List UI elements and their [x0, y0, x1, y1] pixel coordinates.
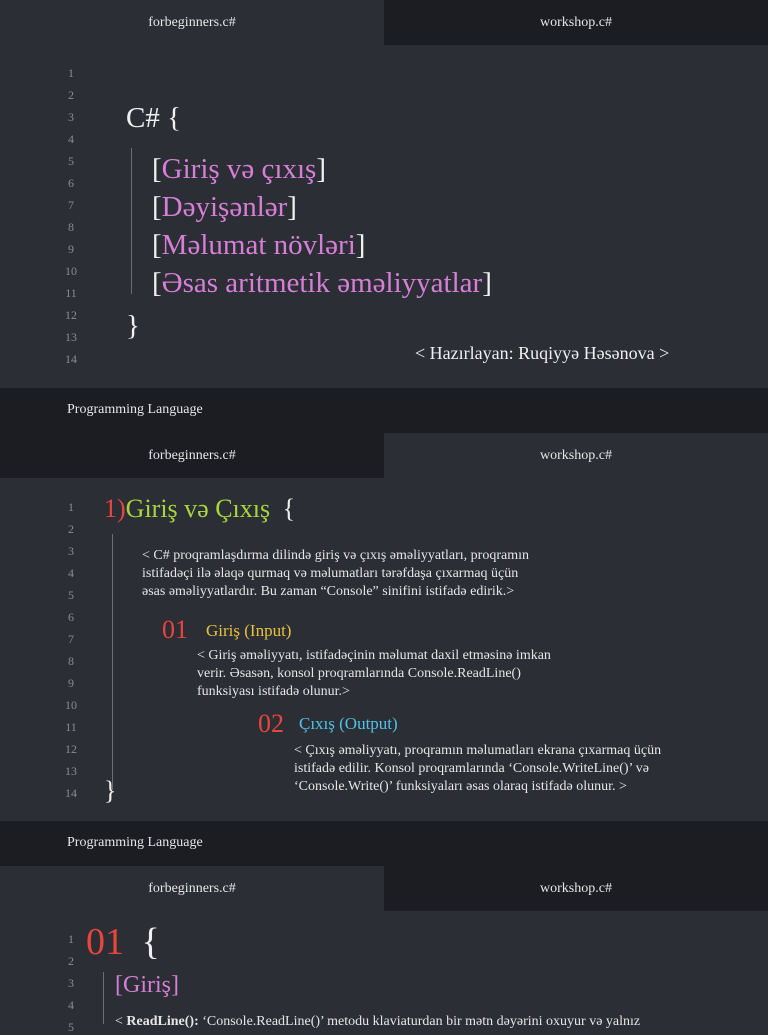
line-number: 3 — [68, 544, 74, 558]
tab-forbeginners[interactable]: forbeginners.c# — [0, 866, 384, 911]
tab-workshop[interactable]: workshop.c# — [384, 433, 768, 478]
tab-bar-1 — [0, 0, 768, 45]
line-number: 4 — [68, 132, 74, 146]
line-number: 5 — [68, 154, 74, 168]
line-number: 11 — [65, 286, 77, 300]
brace-close: } — [104, 776, 117, 805]
footer-bar-2 — [0, 821, 768, 866]
line-number: 8 — [68, 220, 74, 234]
tab-workshop[interactable]: workshop.c# — [384, 866, 768, 911]
code-open: C# { — [126, 102, 182, 134]
line-number: 13 — [65, 330, 77, 344]
line-number: 9 — [68, 676, 74, 690]
code-guide-line — [103, 972, 104, 1024]
line-number: 4 — [68, 566, 74, 580]
line-number: 10 — [65, 264, 77, 278]
line-number: 1 — [68, 932, 74, 946]
line-number: 12 — [65, 308, 77, 322]
subsection-number: 02 — [258, 709, 284, 738]
topic-item: [Dəyişənlər] — [152, 191, 297, 223]
line-number: 3 — [68, 110, 74, 124]
subsection-title-output: Çıxış (Output) — [299, 714, 398, 733]
line-number: 5 — [68, 1020, 74, 1034]
section-number: 1) — [104, 494, 126, 523]
topic-item: [Əsas aritmetik əməliyyatlar] — [152, 267, 492, 299]
code-guide-line — [112, 534, 113, 790]
line-number: 8 — [68, 654, 74, 668]
input-paragraph: < Giriş əməliyyatı, istifadəçinin məlumat daxil etməsinə imkan verir. Əsasən, konsol proqramlarında Console.ReadLine() funksiyası istifadə olunur.> — [197, 648, 551, 699]
line-number: 3 — [68, 976, 74, 990]
line-number: 1 — [68, 66, 74, 80]
footer-label: Programming Language — [67, 402, 203, 417]
brace-open: { — [282, 494, 296, 523]
section-heading — [104, 494, 295, 524]
line-number: 9 — [68, 242, 74, 256]
footer-label: Programming Language — [67, 835, 203, 850]
subsection-number: 01 — [162, 615, 188, 644]
subsection-title-input: Giriş (Input) — [206, 621, 292, 640]
section-heading — [86, 920, 160, 964]
code-close: } — [126, 310, 140, 342]
line-number: 2 — [68, 522, 74, 536]
tab-workshop[interactable]: workshop.c# — [384, 0, 768, 45]
intro-paragraph: < C# proqramlaşdırma dilində giriş və çıxış əməliyyatları, proqramın istifadəçi ilə əlaqə qurmaq və məlumatları tərəfdaşa çıxarmaq üçün əsas əməliyyatlardır. Bu zaman “Console” sinifini istifadə edirik.> — [142, 548, 529, 599]
line-number: 10 — [65, 698, 77, 712]
line-number: 13 — [65, 764, 77, 778]
line-number: 6 — [68, 176, 74, 190]
tab-forbeginners[interactable]: forbeginners.c# — [0, 0, 384, 45]
line-number: 6 — [68, 610, 74, 624]
tab-forbeginners[interactable]: forbeginners.c# — [0, 433, 384, 478]
brace-open: { — [141, 921, 160, 963]
code-guide-line — [131, 148, 132, 294]
line-number: 7 — [68, 632, 74, 646]
line-number: 5 — [68, 588, 74, 602]
footer-bar-1 — [0, 388, 768, 433]
author-credit: < Hazırlayan: Ruqiyyə Həsənova > — [415, 343, 670, 363]
topic-item: [Giriş və çıxış] — [152, 153, 326, 185]
line-number: 12 — [65, 742, 77, 756]
line-number: 2 — [68, 954, 74, 968]
topic-list — [152, 150, 492, 302]
section-title: Giriş və Çıxış — [125, 494, 271, 523]
line-number: 14 — [65, 786, 77, 800]
topic-item-input: [Giriş] — [115, 972, 179, 998]
topic-item: [Məlumat növləri] — [152, 229, 366, 261]
section-number: 01 — [86, 921, 124, 963]
line-number: 7 — [68, 198, 74, 212]
line-number: 14 — [65, 352, 77, 366]
line-number: 2 — [68, 88, 74, 102]
tab-bar-3 — [0, 866, 768, 911]
line-number: 11 — [65, 720, 77, 734]
tab-bar-2 — [0, 433, 768, 478]
line-number: 1 — [68, 500, 74, 514]
line-number: 4 — [68, 998, 74, 1012]
output-paragraph: < Çıxış əməliyyatı, proqramın məlumatları ekrana çıxarmaq üçün istifadə edilir. Konsol proqramlarında ‘Console.WriteLine()’ və ‘Console.Write()’ funksiyaları əsas olaraq istifadə olunur. > — [294, 743, 662, 794]
readline-paragraph: < ReadLine(): ‘Console.ReadLine()’ metodu klaviaturdan bir mətn dəyərini oxuyur və yalnız — [115, 1014, 641, 1029]
